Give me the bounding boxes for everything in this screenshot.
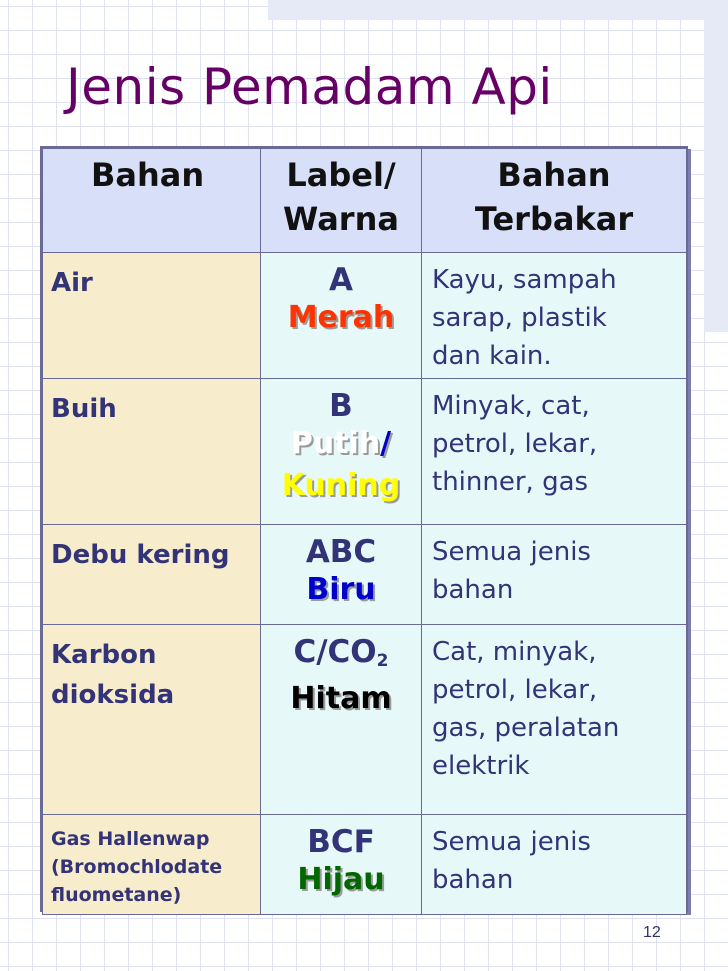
burn-line: sarap, plastik bbox=[432, 303, 607, 333]
table-row bbox=[43, 379, 687, 525]
class-code: ABC bbox=[305, 534, 377, 570]
cell-terbakar bbox=[422, 379, 687, 525]
cell-bahan bbox=[43, 379, 261, 525]
table-row bbox=[43, 525, 687, 625]
header-label-warna bbox=[261, 149, 422, 253]
class-code bbox=[263, 633, 419, 680]
class-code-main: C/CO bbox=[293, 634, 377, 670]
class-code: A bbox=[329, 262, 353, 298]
burn-line: Minyak, cat, bbox=[432, 391, 590, 421]
cell-terbakar bbox=[422, 625, 687, 815]
burn-line: thinner, gas bbox=[432, 467, 589, 497]
burn-line: bahan bbox=[432, 865, 514, 895]
cell-label bbox=[261, 379, 422, 525]
table-row bbox=[43, 625, 687, 815]
decorative-band-right bbox=[704, 20, 728, 332]
cell-label bbox=[261, 253, 422, 379]
bahan-name-line: Karbon bbox=[51, 640, 157, 670]
cell-terbakar bbox=[422, 525, 687, 625]
burn-line: Cat, minyak, bbox=[432, 637, 597, 667]
burn-line: bahan bbox=[432, 575, 514, 605]
table-row bbox=[43, 253, 687, 379]
cell-bahan bbox=[43, 525, 261, 625]
color-label: Merah bbox=[287, 300, 395, 335]
bahan-name-line: dioksida bbox=[51, 680, 175, 710]
header-terbakar-line2: Terbakar bbox=[474, 200, 634, 238]
bahan-name-line: Gas Hallenwap bbox=[51, 828, 210, 850]
color-label: Putih bbox=[290, 426, 381, 461]
class-code: BCF bbox=[307, 824, 375, 860]
color-label: Hijau bbox=[297, 862, 385, 897]
bahan-name: Buih bbox=[51, 394, 117, 424]
header-terbakar-line1: Bahan bbox=[497, 156, 611, 194]
table-header-row bbox=[43, 149, 687, 253]
burn-line: petrol, lekar, bbox=[432, 675, 598, 705]
header-bahan bbox=[43, 149, 261, 253]
burn-line: Semua jenis bbox=[432, 537, 591, 567]
cell-label bbox=[261, 815, 422, 915]
header-label-line2: Warna bbox=[283, 200, 399, 238]
color-label: Kuning bbox=[281, 468, 401, 503]
decorative-band-top bbox=[268, 0, 728, 20]
bahan-name-line: fluometane) bbox=[51, 884, 182, 906]
cell-label bbox=[261, 525, 422, 625]
extinguisher-table bbox=[40, 146, 688, 912]
cell-terbakar bbox=[422, 815, 687, 915]
cell-bahan bbox=[43, 625, 261, 815]
header-label-line1: Label/ bbox=[286, 156, 396, 194]
burn-line: dan kain. bbox=[432, 341, 552, 371]
bahan-name: Debu kering bbox=[51, 540, 230, 570]
table-row bbox=[43, 815, 687, 915]
color-label: Hitam bbox=[290, 681, 392, 716]
burn-line: Semua jenis bbox=[432, 827, 591, 857]
class-code-subscript: 2 bbox=[376, 651, 389, 671]
burn-line: petrol, lekar, bbox=[432, 429, 598, 459]
class-code: B bbox=[329, 388, 353, 424]
burn-line: gas, peralatan bbox=[432, 713, 620, 743]
burn-line: Kayu, sampah bbox=[432, 265, 617, 295]
cell-label bbox=[261, 625, 422, 815]
header-bahan-terbakar bbox=[422, 149, 687, 253]
cell-terbakar bbox=[422, 253, 687, 379]
bahan-name: Air bbox=[51, 268, 93, 298]
color-label: Biru bbox=[306, 572, 376, 607]
slide-title: Jenis Pemadam Api bbox=[66, 58, 553, 116]
cell-bahan bbox=[43, 253, 261, 379]
bahan-name-line: (Bromochlodate bbox=[51, 856, 223, 878]
header-bahan-text: Bahan bbox=[91, 156, 205, 194]
burn-line: elektrik bbox=[432, 751, 530, 781]
cell-bahan bbox=[43, 815, 261, 915]
color-separator: / bbox=[380, 426, 392, 461]
page-number: 12 bbox=[643, 924, 661, 941]
